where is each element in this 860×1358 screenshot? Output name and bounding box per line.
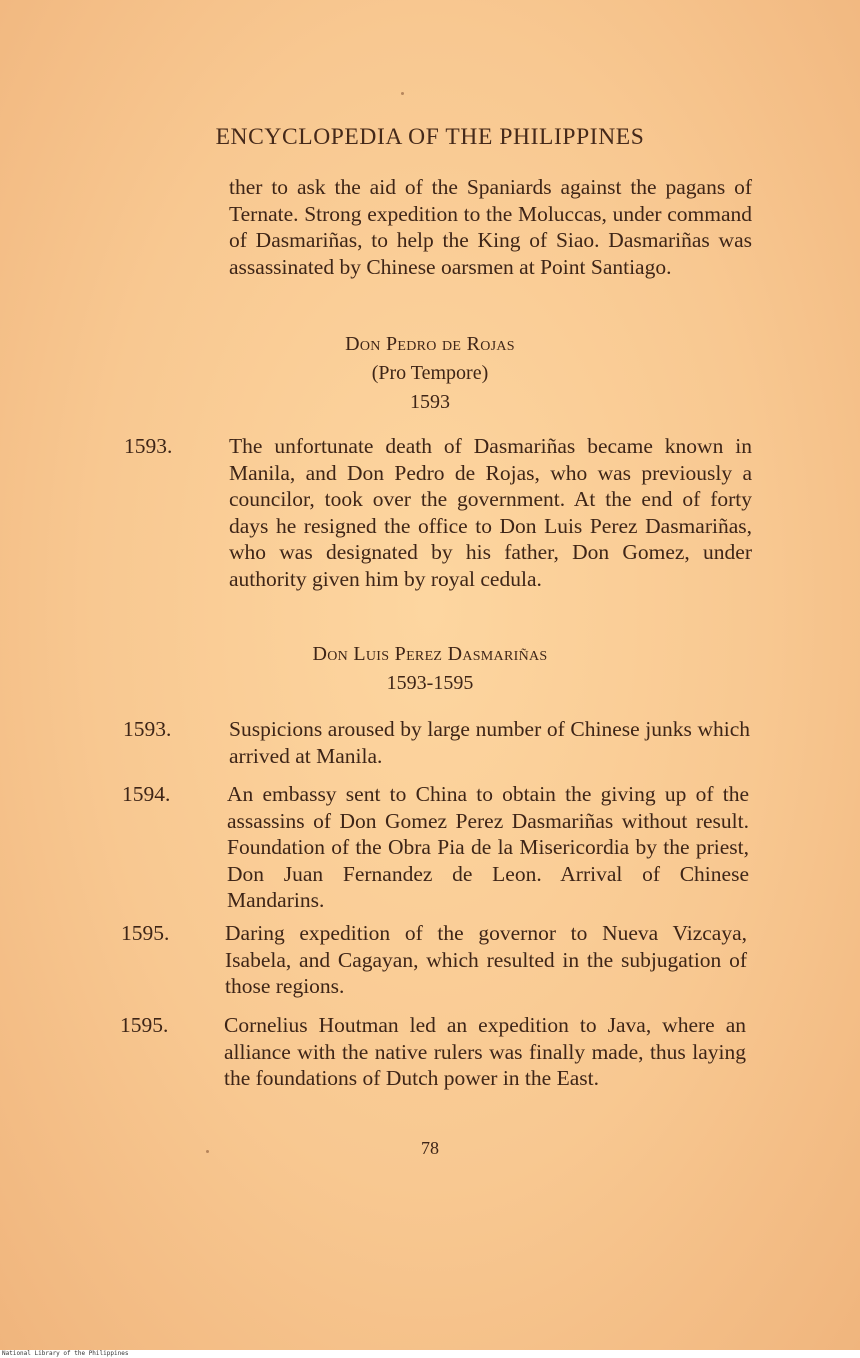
page-number: 78: [421, 1138, 439, 1158]
section-heading-rojas: [0, 330, 860, 417]
paper-speck: [401, 92, 404, 95]
section-heading-dasmarinas: [0, 640, 860, 698]
section-years: 1593: [410, 391, 450, 413]
running-head: ENCYCLOPEDIA OF THE PHILIPPINES: [215, 124, 645, 150]
entry-year: 1595.: [120, 1013, 169, 1037]
section-name: Don Pedro de Rojas: [345, 333, 515, 355]
footer-credit: National Library of the Philippines: [2, 1350, 129, 1357]
section-years: 1593-1595: [386, 672, 474, 694]
entry-year: 1595.: [121, 921, 170, 945]
entry-year: 1594.: [122, 782, 171, 806]
entry-year: 1593.: [124, 434, 173, 458]
entry-text: Cornelius Houtman led an expedition to Java, where an alliance with the native rulers was finally made, thus laying the foundations of Dutch power in the East.: [224, 1013, 746, 1091]
section-subtitle: (Pro Tempore): [371, 362, 489, 384]
section-name: Don Luis Perez Dasmariñas: [312, 643, 548, 665]
entry-text: Daring expedition of the governor to Nueva Vizcaya, Isabela, and Cagayan, which resulted in the subjugation of those regions.: [225, 921, 747, 999]
scan-footer-strip: [0, 1350, 860, 1358]
entry-text: Suspicions aroused by large number of Chinese junks which arrived at Manila.: [229, 717, 750, 768]
opening-paragraph: ther to ask the aid of the Spaniards against the pagans of Ternate. Strong expedition to the Moluccas, under command of Dasmariñas, to help the King of Siao. Dasmariñas was assassinated by Chinese oarsmen at Point Santiago.: [229, 175, 752, 279]
entry-text: An embassy sent to China to obtain the giving up of the assassins of Don Gomez Perez Dasmariñas without result. Foundation of the Obra Pia de la Misericordia by the priest, Don Juan Fernandez de Leon. Arrival of Chinese Mandarins.: [227, 782, 749, 913]
entry-year: 1593.: [123, 717, 172, 741]
entry-text: The unfortunate death of Dasmariñas became known in Manila, and Don Pedro de Rojas, who was previously a councilor, took over the government. At the end of forty days he resigned the office to Don Luis Perez Dasmariñas, who was designated by his father, Don Gomez, under authority given him by royal cedula.: [229, 434, 752, 591]
